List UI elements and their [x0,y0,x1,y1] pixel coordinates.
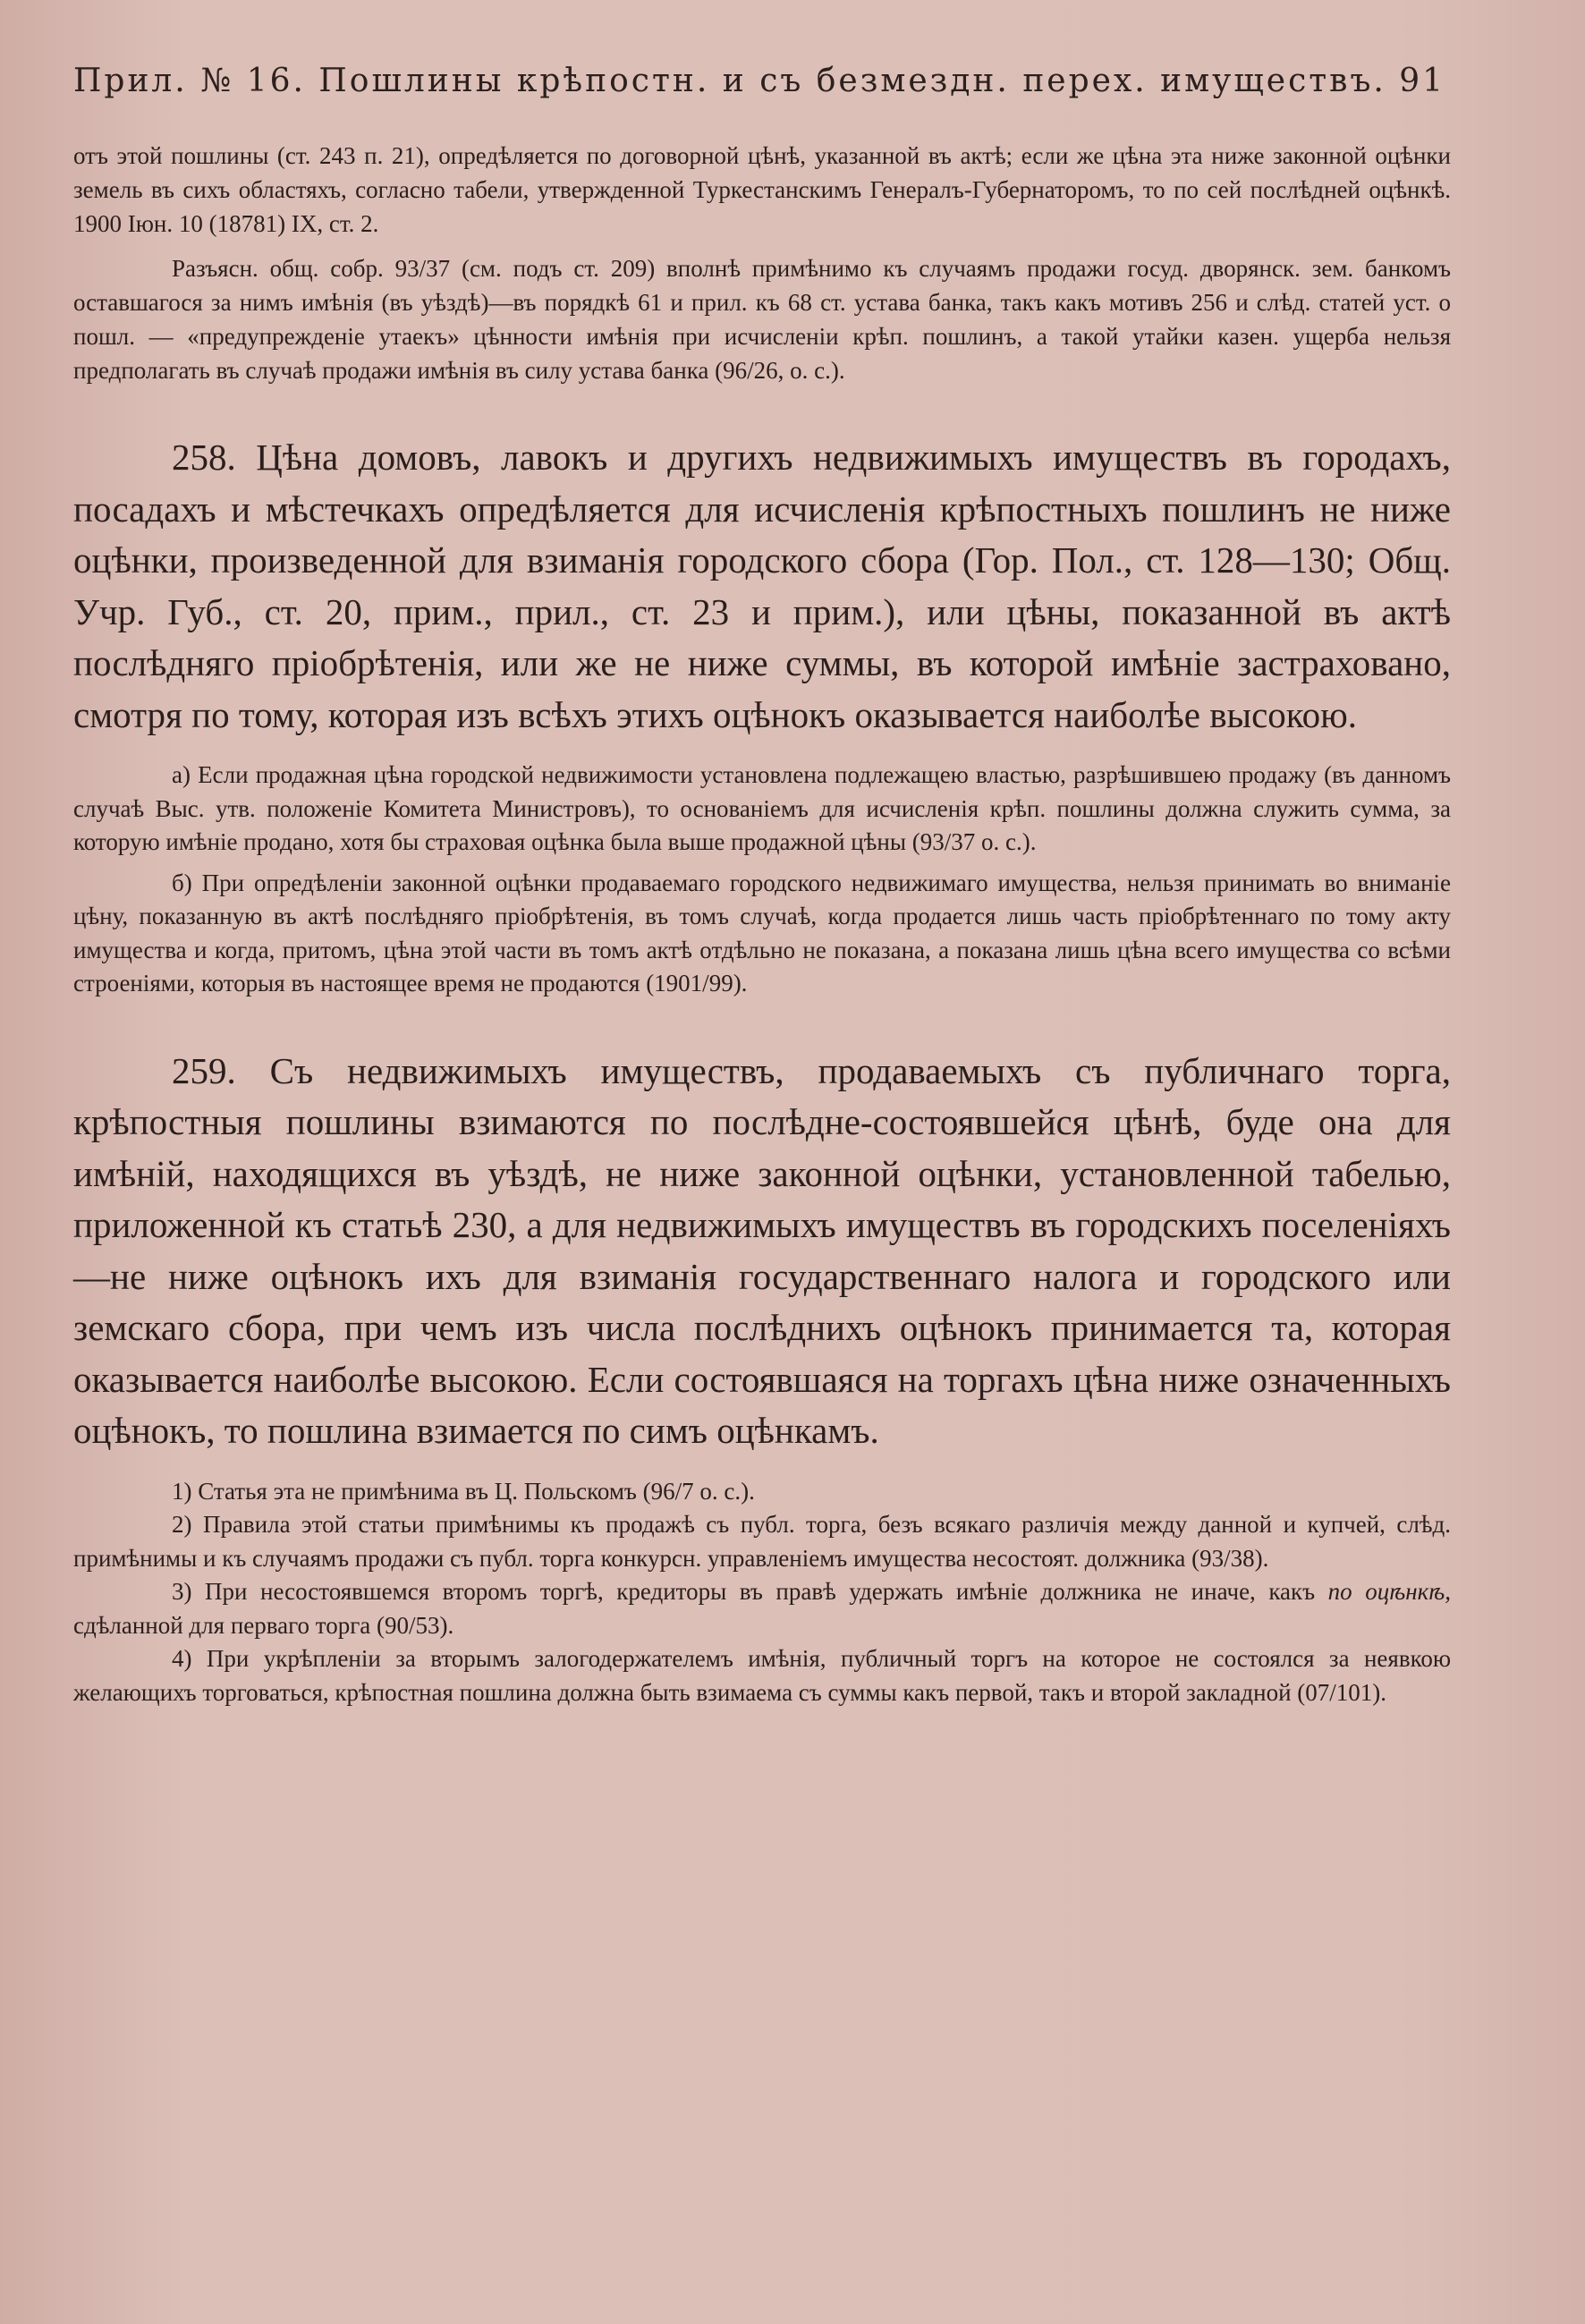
running-header: Прил. № 16. Пошлины крѣпостн. и съ безмездн. перех. имуществъ. 91 [73,63,1446,99]
clarification-paragraph: Разъясн. общ. собр. 93/37 (см. подъ ст. 209) вполнѣ примѣнимо къ случаямъ продажи госуд. дворянск. зем. банкомъ оставшагося за нимъ имѣнія (въ уѣздѣ)—въ порядкѣ 61 и прил. къ 68 ст. устава банка, такъ какъ мотивъ 256 и слѣд. статей уст. о пошл. — «предупрежденіе утаекъ» цѣнности имѣнія при исчисленіи крѣп. пошлинъ, а такой утайки казен. ущерба нельзя предполагать въ случаѣ продажи имѣнія въ силу устава банка (96/26, о. с.). [73,255,1451,384]
article-258-note-a: а) Если продажная цѣна городской недвижимости установлена подлежащею властью, разрѣшившею продажу (въ данномъ случаѣ Выс. утв. положеніе Комитета Министровъ), то основаніемъ для исчисленія крѣп. пошлины должна служить сумма, за которую имѣніе продано, хотя бы страховая оцѣнка была выше продажной цѣны (93/37 о. с.). [73,761,1451,855]
article-258: 258. Цѣна домовъ, лавокъ и другихъ недвижимыхъ имуществъ въ городахъ, посадахъ и мѣстечкахъ опредѣляется для исчисленія крѣпостныхъ пошлинъ не ниже оцѣнки, произведенной для взиманія городского сбора (Гор. Пол., ст. 128—130; Общ. Учр. Губ., ст. 20, прим., прил., ст. 23 и прим.), или цѣны, показанной въ актѣ послѣдняго пріобрѣтенія, или же не ниже суммы, въ которой имѣніе застраховано, смотря по тому, которая изъ всѣхъ этихъ оцѣнокъ оказывается наиболѣе высокою. [73,437,1451,735]
article-259-note-4: 4) При укрѣпленіи за вторымъ залогодержателемъ имѣнія, публичный торгъ на которое не состоялся за неявкою желающихъ торговаться, крѣпостная пошлина должна быть взимаема съ суммы какъ первой, такъ и второй закладной (07/101). [73,1645,1451,1706]
article-259: 259. Съ недвижимыхъ имуществъ, продаваемыхъ съ публичнаго торга, крѣпостныя пошлины взимаются по послѣдне-состоявшейся цѣнѣ, буде она для имѣній, находящихся въ уѣздѣ, не ниже законной оцѣнки, установленной табелью, приложенной къ статьѣ 230, а для недвижимыхъ имуществъ въ городскихъ поселеніяхъ—не ниже оцѣнокъ ихъ для взиманія государственнаго налога и городского или земскаго сбора, при чемъ изъ числа послѣднихъ оцѣнокъ принимается та, которая оказывается наиболѣе высокою. Если состоявшаяся на торгахъ цѣна ниже означенныхъ оцѣнокъ, то пошлина взимается по симъ оцѣнкамъ. [73,1049,1451,1451]
note-3-text-end: сдѣланной для перваго торга (90/53). [73,1611,454,1639]
article-259-note-3 [73,1575,1451,1642]
article-259-note-1: 1) Статья эта не примѣнима въ Ц. Польскомъ (96/7 о. с.). [172,1477,755,1505]
intro-paragraph: отъ этой пошлины (ст. 243 п. 21), опредѣляется по договорной цѣнѣ, указанной въ актѣ; если же цѣна эта ниже законной оцѣнки земель въ сихъ областяхъ, согласно табели, утвержденной Туркестанскимъ Генералъ-Губернаторомъ, то по сей послѣдней оцѣнкѣ. 1900 Іюн. 10 (18781) IX, ст. 2. [73,142,1451,237]
article-258-note-b: б) При опредѣленіи законной оцѣнки продаваемаго городского недвижимаго имущества, нельзя принимать во вниманіе цѣну, показанную въ актѣ послѣдняго пріобрѣтенія, въ томъ случаѣ, когда продается лишь часть пріобрѣтеннаго по тому акту имущества и когда, притомъ, цѣна этой части въ томъ актѣ отдѣльно не показана, а показана лишь цѣна всего имущества со всѣми строеніями, которыя въ настоящее время не продаются (1901/99). [73,869,1451,997]
note-3-italic: по оцѣнкѣ, [1327,1578,1452,1605]
note-3-text-start: 3) При несостоявшемся второмъ торгѣ, кредиторы въ правѣ удержать имѣніе должника не иначе, какъ [172,1578,1328,1605]
article-259-note-2: 2) Правила этой статьи примѣнимы къ продажѣ съ публ. торга, безъ всякаго различія между данной и купчей, слѣд. примѣнимы и къ случаямъ продажи съ публ. торга конкурсн. управленіемъ имущества несостоят. должника (93/38). [73,1511,1451,1572]
